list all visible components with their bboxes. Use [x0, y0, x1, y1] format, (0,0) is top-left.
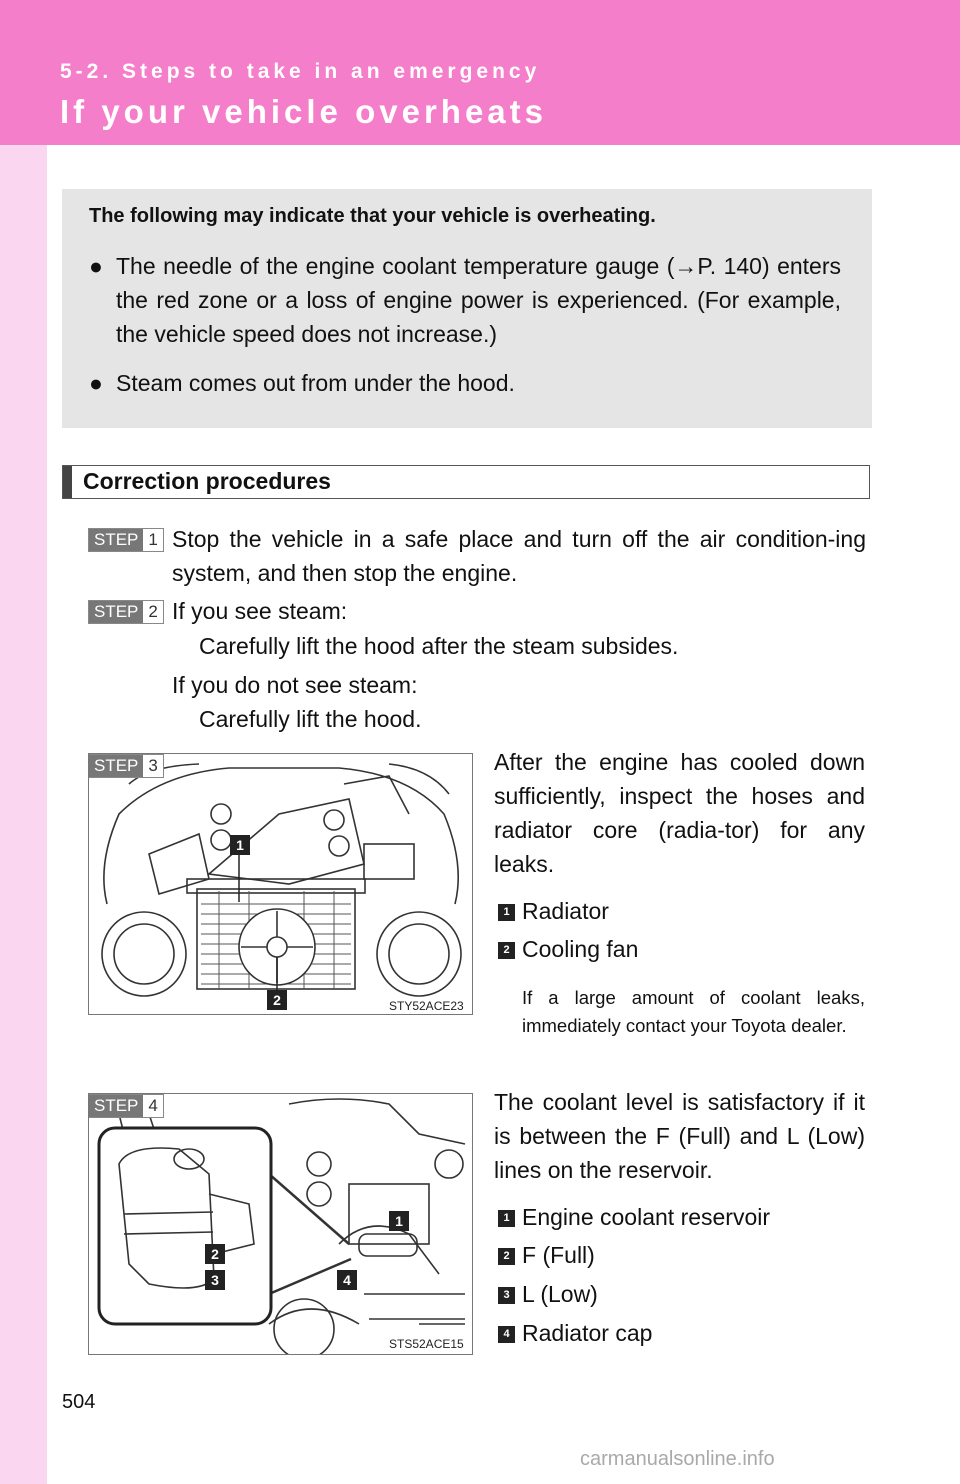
section-heading [62, 465, 870, 499]
legend-label: Radiator cap [522, 1320, 653, 1346]
overheat-signs-box [62, 189, 872, 428]
legend-label: F (Full) [522, 1242, 595, 1268]
section-heading-label: Correction procedures [83, 468, 331, 494]
callout-2: 2 [205, 1244, 225, 1264]
step-4-text: The coolant level is satisfactory if it is between the F (Full) and L (Low) lines on the reservoir. [494, 1089, 865, 1183]
step-2-condition: If you do not see steam: [172, 672, 418, 698]
legend-label: Engine coolant reservoir [522, 1204, 771, 1230]
page-number: 504 [62, 1391, 96, 1413]
legend-badge: 2 [498, 942, 515, 959]
step-badge: STEP 2 [88, 600, 164, 624]
callout-1: 1 [230, 835, 250, 855]
reservoir-illustration [89, 1094, 473, 1355]
step-badge: STEP 1 [88, 528, 164, 552]
bullet-text: The needle of the engine coolant temperature gauge (→P. 140) enters the red zone or a loss of engine power is experienced. (For example, the vehicle speed does not increase.) [116, 253, 841, 347]
step-3-text: After the engine has cooled down sufficiently, inspect the hoses and radiator core (radia-tor) for any leaks. [494, 749, 865, 877]
step-2-condition: If you see steam: [172, 598, 348, 624]
step-2-action: Carefully lift the hood. [199, 706, 422, 732]
legend-badge: 3 [498, 1287, 515, 1304]
legend-label: L (Low) [522, 1281, 598, 1307]
bullet-text: Steam comes out from under the hood. [116, 370, 515, 396]
step-badge: STEP 3 [88, 754, 164, 778]
legend-label: Radiator [522, 898, 609, 924]
page-header [0, 0, 960, 145]
leak-note: If a large amount of coolant leaks, immediately contact your Toyota dealer. [522, 987, 865, 1036]
callout-1: 1 [389, 1211, 409, 1231]
page-sidebar [0, 0, 47, 1484]
legend-badge: 4 [498, 1326, 515, 1343]
step-badge: STEP 4 [88, 1094, 164, 1118]
callout-3: 3 [205, 1270, 225, 1290]
watermark-link[interactable]: carmanualsonline.info [580, 1448, 775, 1470]
legend-badge: 1 [498, 1210, 515, 1227]
legend-label: Cooling fan [522, 936, 639, 962]
step-2-action: Carefully lift the hood after the steam subsides. [199, 633, 679, 659]
heading-bar [63, 466, 72, 498]
legend-badge: 1 [498, 904, 515, 921]
callout-2: 2 [267, 990, 287, 1010]
figure-code: STS52ACE15 [389, 1337, 464, 1351]
legend-badge: 2 [498, 1248, 515, 1265]
notice-title: The following may indicate that your vehicle is overheating. [89, 205, 656, 227]
step-1-text: Stop the vehicle in a safe place and turn off the air condition-ing system, and then stop the engine. [172, 526, 866, 586]
section-label: 5-2. Steps to take in an emergency [60, 60, 541, 83]
bullet-dot-icon: ● [89, 253, 103, 279]
figure-code: STY52ACE23 [389, 999, 464, 1013]
bullet-dot-icon: ● [89, 370, 103, 396]
callout-4: 4 [337, 1270, 357, 1290]
coolant-reservoir-figure [88, 1093, 473, 1355]
radiator-illustration [89, 754, 473, 1015]
notice-bullet [89, 366, 841, 400]
page-title: If your vehicle overheats [60, 93, 547, 130]
engine-bay-figure [88, 753, 473, 1015]
notice-bullet [89, 249, 841, 351]
